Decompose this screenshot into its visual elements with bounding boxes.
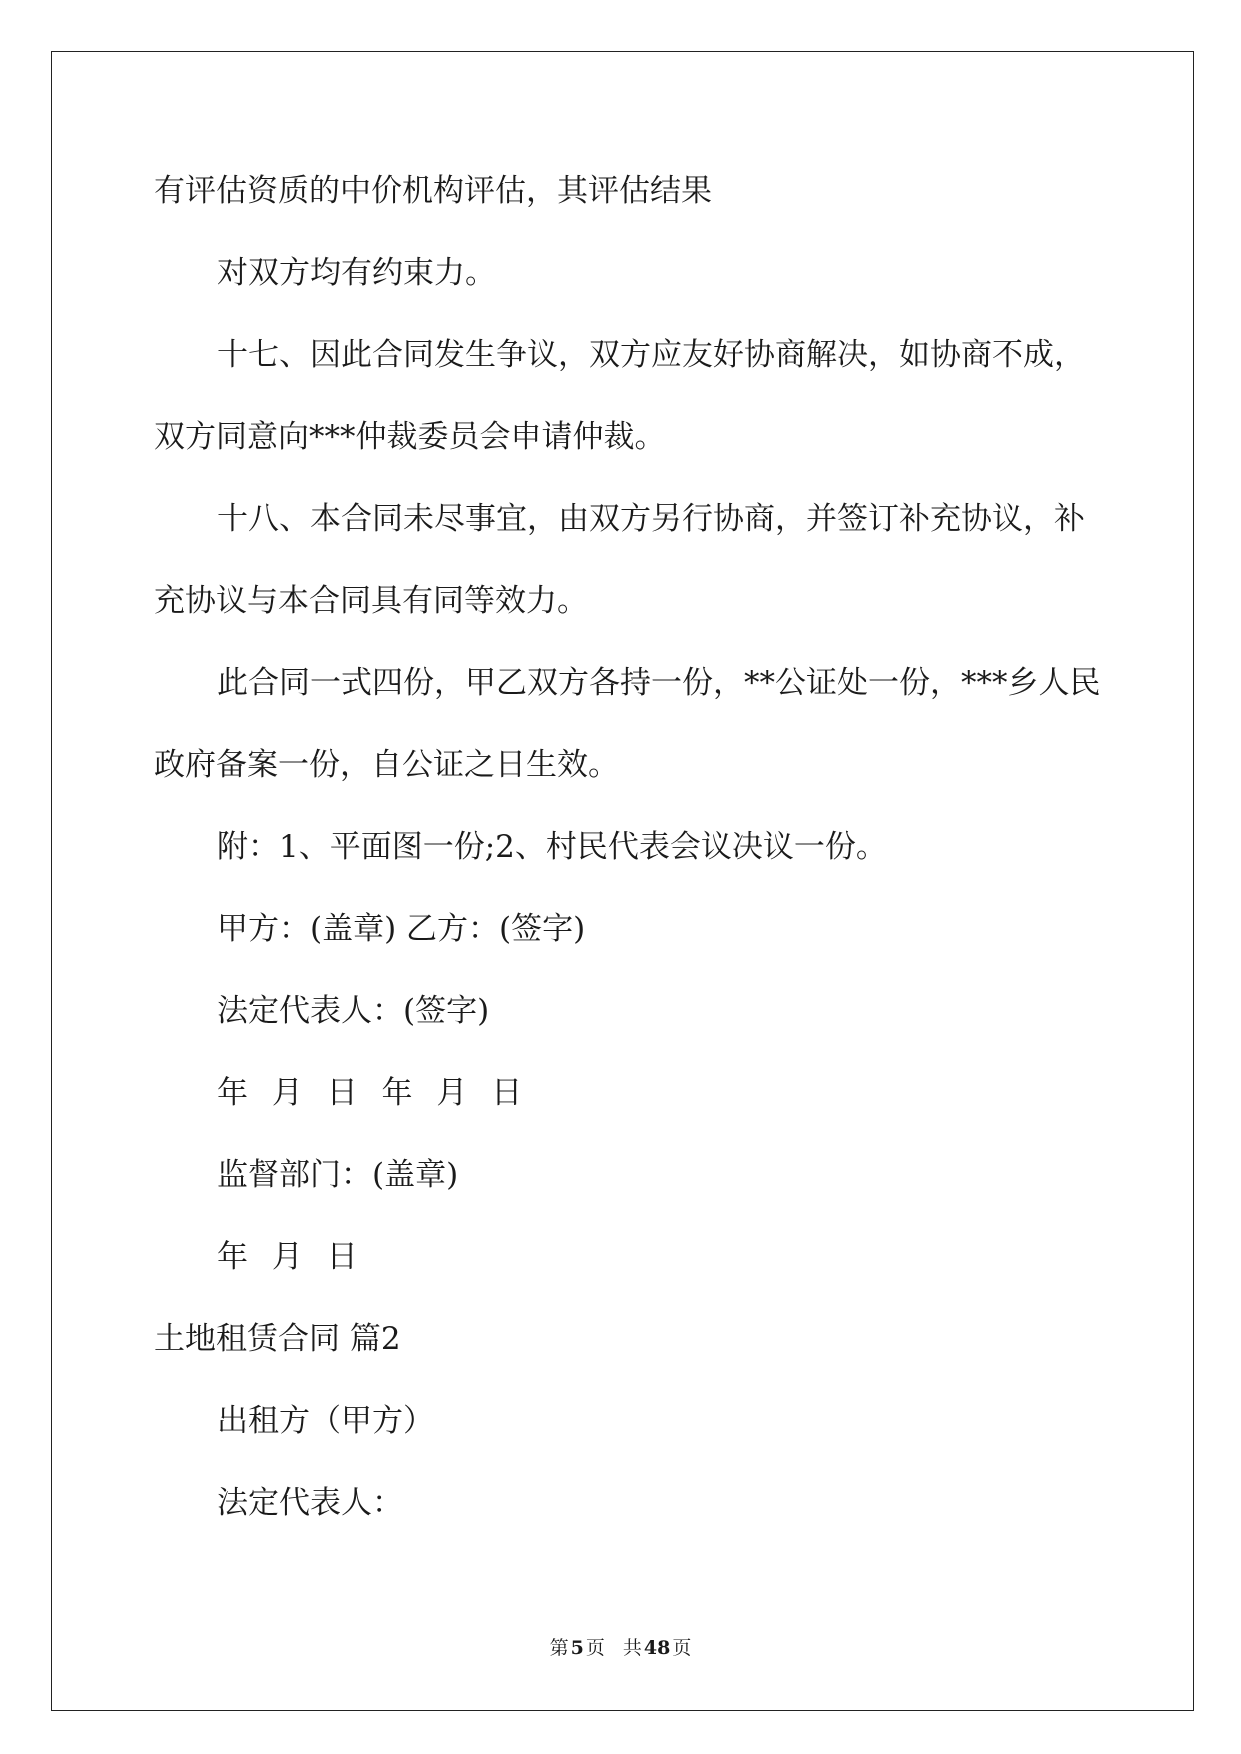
total-pages: 48 bbox=[643, 1637, 671, 1659]
paragraph-line: 此合同一式四份，甲乙双方各持一份，**公证处一份，***乡人民 bbox=[217, 665, 1101, 701]
legal-representative-line: 法定代表人： bbox=[217, 1485, 403, 1521]
paragraph-line: 十八、本合同未尽事宜，由双方另行协商，并签订补充协议，补 bbox=[217, 501, 1085, 537]
document-body bbox=[154, 150, 1099, 1544]
paragraph-line: 对双方均有约束力。 bbox=[217, 255, 496, 291]
lessor-line: 出租方（甲方） bbox=[217, 1403, 434, 1439]
legal-representative-signature-line: 法定代表人：(签字) bbox=[217, 993, 490, 1029]
page-footer bbox=[0, 1634, 1241, 1662]
total-pages-prefix: 共 bbox=[622, 1637, 642, 1659]
paragraph-line: 十七、因此合同发生争议，双方应友好协商解决，如协商不成， bbox=[217, 337, 1085, 373]
page-number-prefix: 第 bbox=[549, 1637, 569, 1659]
page-number: 5 bbox=[570, 1637, 584, 1659]
attachment-line: 附：1、平面图一份;2、村民代表会议决议一份。 bbox=[217, 829, 887, 865]
supervisor-seal-line: 监督部门：(盖章) bbox=[217, 1157, 459, 1193]
date-line: 年 月 日 年 月 日 bbox=[217, 1075, 523, 1111]
total-pages-suffix: 页 bbox=[672, 1637, 692, 1659]
page-number-suffix: 页 bbox=[585, 1637, 605, 1659]
section-heading: 土地租赁合同 篇2 bbox=[154, 1321, 401, 1357]
signature-parties-line: 甲方：(盖章) 乙方：(签字) bbox=[217, 911, 586, 947]
paragraph-line: 充协议与本合同具有同等效力。 bbox=[154, 583, 588, 619]
paragraph-line: 双方同意向***仲裁委员会申请仲裁。 bbox=[154, 419, 666, 455]
date-line: 年 月 日 bbox=[217, 1239, 358, 1275]
paragraph-line: 政府备案一份，自公证之日生效。 bbox=[154, 747, 619, 783]
paragraph-line: 有评估资质的中价机构评估，其评估结果 bbox=[154, 173, 712, 209]
